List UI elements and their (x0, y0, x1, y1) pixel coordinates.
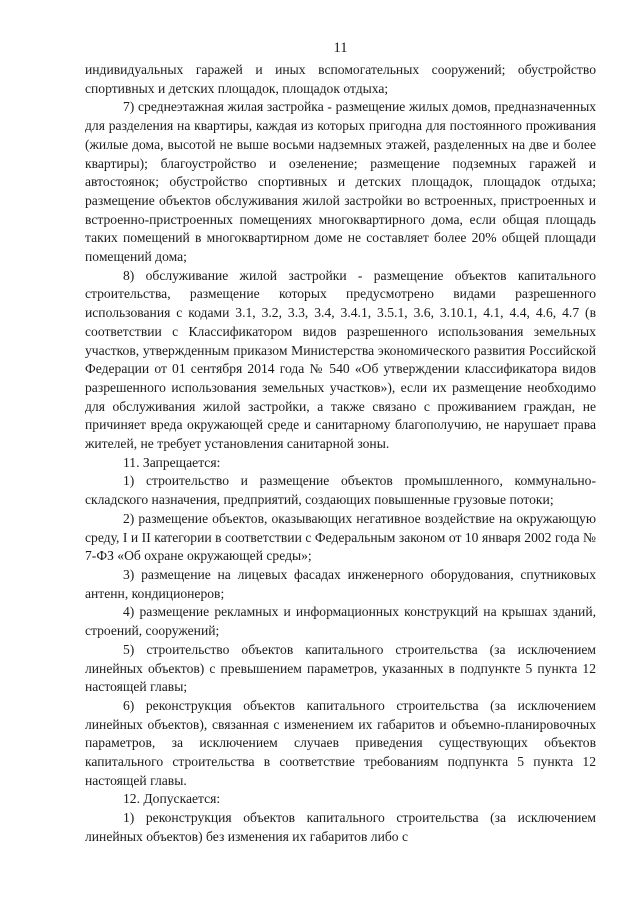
paragraph: 2) размещение объектов, оказывающих негативное воздействие на окружающую среду, I и II категории в соответствии с Федеральным законом от 10 января 2002 года № 7-ФЗ «Об охране окружающей среды»; (85, 510, 596, 564)
paragraph: 3) размещение на лицевых фасадах инженерного оборудования, спутниковых антенн, кондиционеров; (85, 566, 596, 601)
paragraph: 7) среднеэтажная жилая застройка - размещение жилых домов, предназначенных для разделения на квартиры, каждая из которых пригодна для постоянного проживания (жилые дома, высотой не выше восьми надземных этажей, разделенных на две и более квартиры); благоустройство и озеленение; размещение подземных гаражей и автостоянок; обустройство спортивных и детских площадок, площадок отдыха; размещение объектов обслуживания жилой застройки во встроенных, пристроенных и встроенно-пристроенных помещениях многоквартирного дома, если общая площадь таких помещений в многоквартирном доме не составляет более 20% общей площади помещений дома; (85, 99, 596, 265)
paragraph: 8) обслуживание жилой застройки - размещение объектов капитального строительства, размещение которых предусмотрено видами разрешенного использования с кодами 3.1, 3.2, 3.3, 3.4, 3.4.1, 3.5.1, 3.6, 3.10.1, 4.1, 4.4, 4.6, 4.7 (в соответствии с Классификатором видов разрешенного использования земельных участков, утвержденным приказом Министерства экономического развития Российской Федерации от 01 сентября 2014 года № 540 «Об утверждении классификатора видов разрешенного использования земельных участков»), если их размещение необходимо для обслуживания жилой застройки, а также связано с проживанием граждан, не причиняет вреда окружающей среде и санитарному благополучию, не нарушает права жителей, не требует установления санитарной зоны. (85, 267, 596, 452)
paragraph: индивидуальных гаражей и иных вспомогательных сооружений; обустройство спортивных и детских площадок, площадок отдыха; (85, 62, 596, 96)
paragraph: 5) строительство объектов капитального строительства (за исключением линейных объектов) с превышением параметров, указанных в подпункте 5 пункта 12 настоящей главы; (85, 641, 596, 695)
document-body (85, 61, 596, 847)
page-number: 11 (333, 40, 348, 56)
paragraph: 12. Допускается: (123, 791, 221, 807)
paragraph: 1) строительство и размещение объектов промышленного, коммунально-складского назначения, предприятий, создающих повышенные грузовые потоки; (85, 473, 596, 508)
paragraph: 11. Запрещается: (123, 454, 221, 470)
paragraph: 1) реконструкция объектов капитального строительства (за исключением линейных объектов) без изменения их габаритов либо с (85, 810, 596, 844)
paragraph: 6) реконструкция объектов капитального строительства (за исключением линейных объектов), связанная с изменением их габаритов и объемно-планировочных параметров, за исключением случаев приведения существующих объектов капитального строительства в соответствие требованиям подпункта 5 пункта 12 настоящей главы. (85, 697, 596, 788)
paragraph: 4) размещение рекламных и информационных конструкций на крышах зданий, строений, сооружений; (85, 604, 596, 639)
